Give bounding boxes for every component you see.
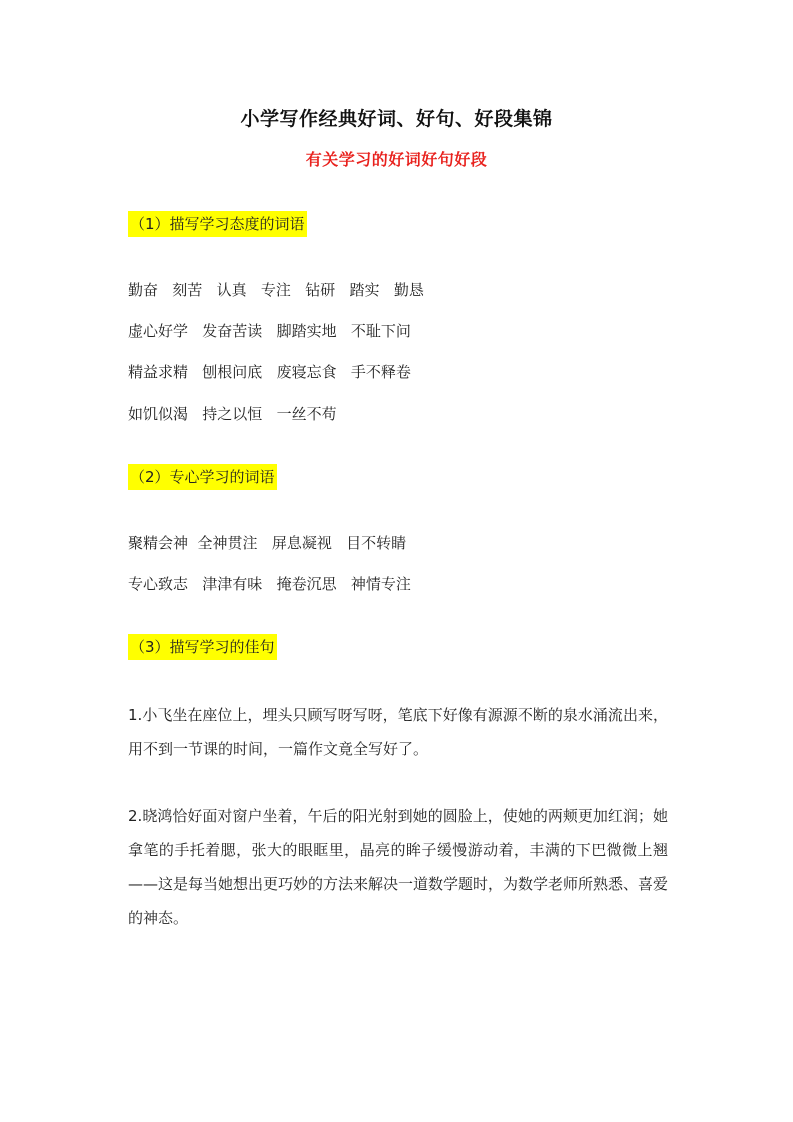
example-paragraph: 1.小飞坐在座位上，埋头只顾写呀写呀，笔底下好像有源源不断的泉水涌流出来，用不到一节课的时间，一篇作文竟全写好了。 bbox=[128, 706, 668, 758]
highlighted-heading-text: （2）专心学习的词语 bbox=[128, 464, 277, 490]
document-subtitle: 有关学习的好词好句好段 bbox=[305, 150, 488, 169]
word-list-line: 如饥似渴 持之以恒 一丝不苟 bbox=[128, 405, 337, 423]
word-list-line: 虚心好学 发奋苦读 脚踏实地 不耻下问 bbox=[128, 322, 411, 340]
highlighted-heading-text: （3）描写学习的佳句 bbox=[128, 634, 277, 660]
word-list-line: 聚精会神 全神贯注 屏息凝视 目不转睛 bbox=[128, 534, 407, 552]
section-heading-attitude bbox=[128, 211, 307, 237]
section-heading-focus bbox=[128, 464, 277, 490]
example-paragraph: 2.晓鸿恰好面对窗户坐着，午后的阳光射到她的圆脸上，使她的两颊更加红润；她拿笔的手托着腮，张大的眼眶里，晶亮的眸子缓慢游动着，丰满的下巴微微上翘——这是每当她想出更巧妙的方法来解决一道数学题时，为数学老师所熟悉、喜爱的神态。 bbox=[128, 807, 669, 927]
word-list-line: 勤奋 刻苦 认真 专注 钻研 踏实 勤恳 bbox=[128, 281, 424, 299]
section-heading-sentences bbox=[128, 634, 277, 660]
highlighted-heading-text: （1）描写学习态度的词语 bbox=[128, 211, 307, 237]
word-list-line: 专心致志 津津有味 掩卷沉思 神情专注 bbox=[128, 575, 411, 593]
word-list-line: 精益求精 刨根问底 废寝忘食 手不释卷 bbox=[128, 363, 411, 381]
document-title: 小学写作经典好词、好句、好段集锦 bbox=[240, 108, 553, 130]
